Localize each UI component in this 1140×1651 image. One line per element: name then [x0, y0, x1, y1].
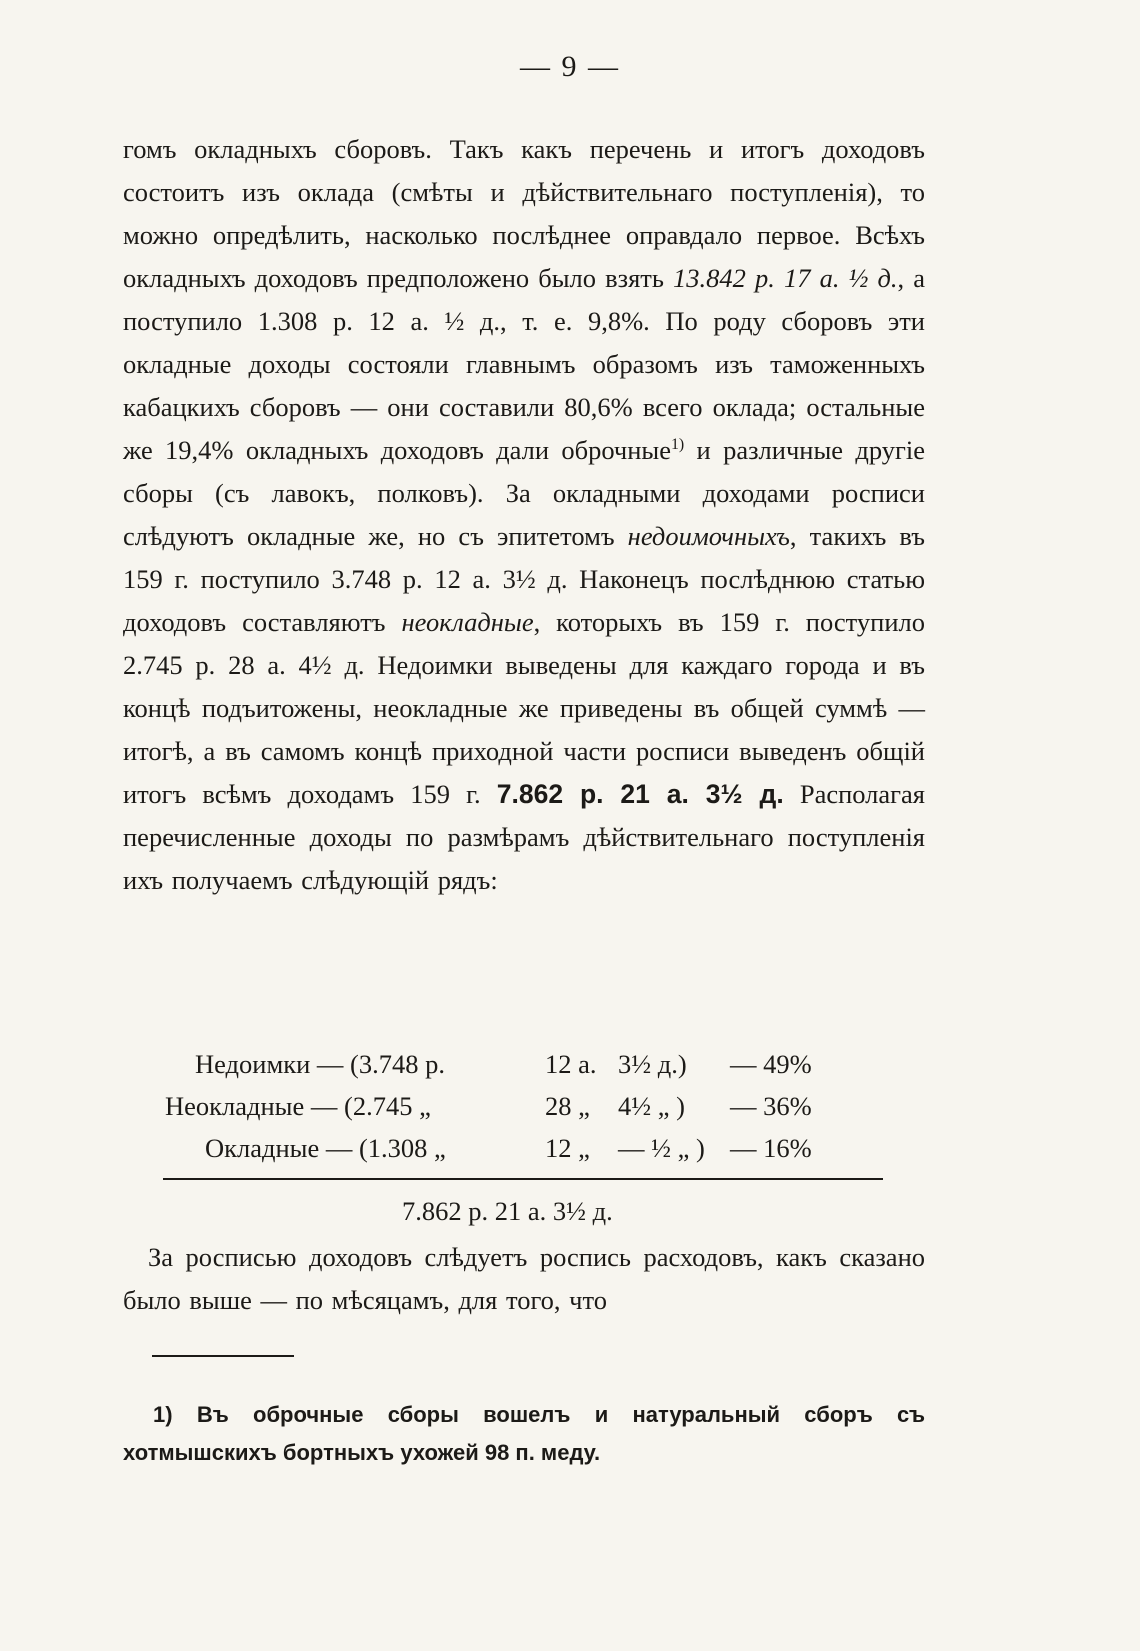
paragraph-text: За росписью доходовъ слѣдуетъ роспись расходовъ, какъ сказано было выше — по мѣсяцамъ, для того, что — [123, 1242, 925, 1315]
footnote-reference: 1) — [670, 436, 685, 454]
row-altyn: 12 „ — [545, 1133, 590, 1163]
table-row — [160, 1127, 890, 1169]
page-number: — 9 — — [520, 50, 620, 83]
second-paragraph — [123, 1236, 925, 1322]
italic-term: неокладные — [401, 607, 534, 637]
table-row — [160, 1043, 890, 1085]
footnote-marker: 1) — [153, 1402, 173, 1427]
row-altyn: 28 „ — [545, 1091, 590, 1121]
row-altyn: 12 а. — [545, 1049, 597, 1079]
row-den: 4½ „ ) — [618, 1091, 685, 1121]
summary-total: 7.862 р. 21 а. 3½ д. — [402, 1196, 613, 1226]
paragraph-text: , а поступило 1.308 р. 12 а. ½ д., т. е. 9,8%. По роду сборовъ эти окладные доходы состояли главнымъ образомъ изъ таможенныхъ кабацкихъ сборовъ — они составили 80,6% всего оклада; остальные же 19,4% окладныхъ доходовъ дали оброчные — [123, 263, 926, 465]
paragraph-text: , такихъ въ 159 г. поступило 3.748 р. 12 а. 3½ д. Наконецъ послѣднюю статью доходовъ составляютъ — [123, 521, 925, 637]
table-row — [160, 1085, 890, 1127]
paragraph-text: Располагая перечисленные доходы по размѣрамъ дѣйствительнаго поступленія ихъ получаемъ слѣдующій рядъ: — [123, 779, 925, 895]
main-paragraph — [123, 128, 925, 902]
row-label: Неокладные — (2.745 „ — [165, 1091, 431, 1121]
italic-term: недоимочныхъ — [627, 521, 790, 551]
row-den: — ½ „ ) — [618, 1133, 705, 1163]
row-label: Окладные — (1.308 „ — [205, 1133, 446, 1163]
paragraph-text: , которыхъ въ 159 г. поступило 2.745 р. 28 а. 4½ д. Недоимки выведены для каждаго города и въ концѣ подъитожены, неокладные же приведены въ общей суммѣ — итогѣ, а въ самомъ концѣ приходной части росписи выведенъ общій итогъ всѣмъ доходамъ 159 г. — [123, 607, 925, 809]
row-percent: — 49% — [730, 1049, 812, 1079]
row-percent: — 16% — [730, 1133, 812, 1163]
row-den: 3½ д.) — [618, 1049, 687, 1079]
row-percent: — 36% — [730, 1091, 812, 1121]
footnote-rule — [152, 1355, 294, 1357]
row-label: Недоимки — (3.748 р. — [195, 1049, 445, 1079]
paragraph-text: гомъ окладныхъ сборовъ. Такъ какъ перечень и итогъ доходовъ состоитъ изъ оклада (смѣты и дѣйствительнаго поступленія), то можно опредѣлить, насколько послѣднее оправдало первое. Всѣхъ окладныхъ доходовъ предположено было взять — [123, 134, 925, 293]
paragraph-text: и различные другіе сборы (съ лавокъ, полковъ). За окладными доходами росписи слѣдуютъ окладные же, но съ эпитетомъ — [123, 435, 925, 551]
italic-amount: 13.842 р. 17 а. ½ д. — [673, 263, 898, 293]
sum-rule — [163, 1178, 883, 1180]
bold-total: 7.862 р. 21 а. 3½ д. — [496, 779, 784, 809]
footnote-text: Въ оброчные сборы вошелъ и натуральный сборъ съ хотмышскихъ бортныхъ ухожей 98 п. меду. — [123, 1402, 925, 1465]
footnote — [123, 1396, 925, 1472]
summary-table — [160, 1043, 890, 1169]
